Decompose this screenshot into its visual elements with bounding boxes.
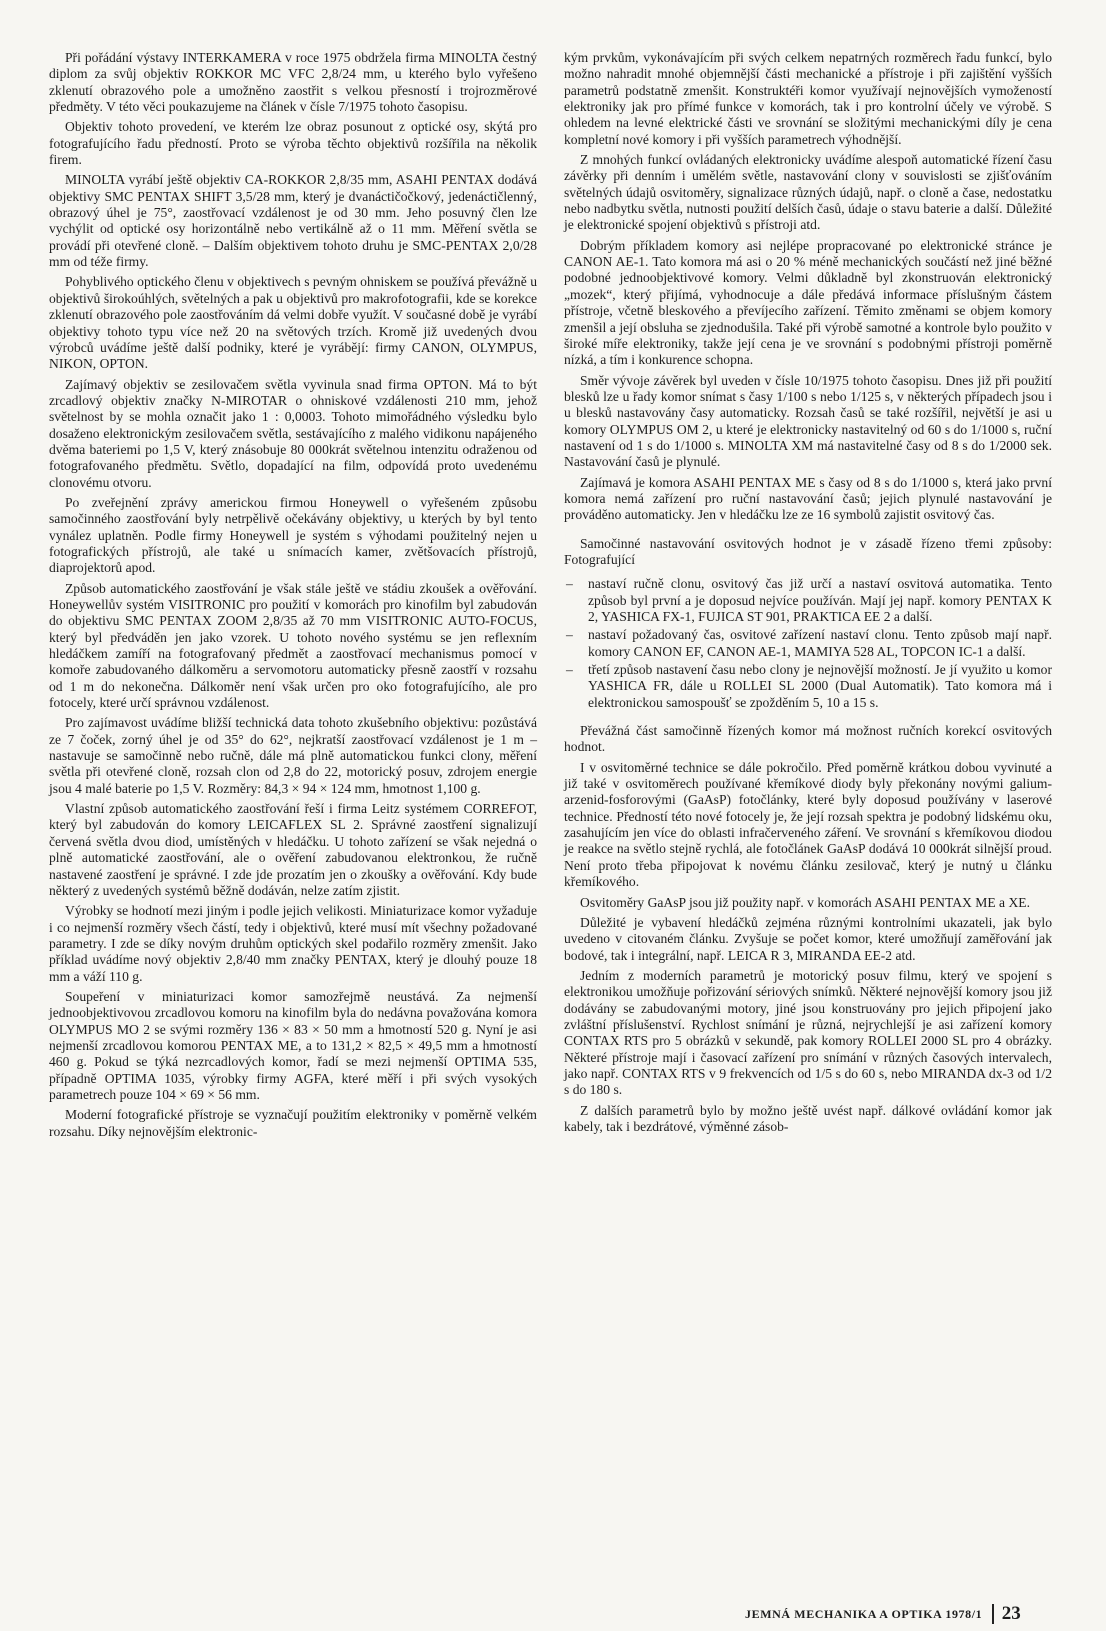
journal-name: JEMNÁ MECHANIKA A OPTIKA 1978/1 xyxy=(745,1606,983,1621)
footer-divider xyxy=(992,1604,994,1624)
page-footer xyxy=(745,1603,1021,1625)
paragraph: kým prvkům, vykonávajícím při svých celkem nepatrných rozměrech řadu funkcí, bylo možno nahradit mnohé objemnější části mechanické a přístroje i při zajištění vyšších parametrů podstatně zmenšit. Konstruktéři komor využívají nejnovějších vymožeností elektroniky jak pro přímé funkce v komorách, tak i pro kontrolní účely ve výrobě. S ohledem na levné elektrické části ve srovnání se složitými mechanickými díly je cena kompletní nové komory i při vyšších parametrech výhodnější. xyxy=(564,50,1052,147)
right-text-column xyxy=(564,50,1052,1139)
paragraph: I v osvitoměrné technice se dále pokročilo. Před poměrně krátkou dobou vyvinuté a již také v osvitoměrech používané křemíkové diody byly překonány novými galium-arzenid-fosforovými (GaAsP) fotočlánky, které byly doposud používány v laserové technice. Předností této nové fotocely je, že její rozsah spektra je podobný lidskému oku, zasahujícím jen více do oblasti infračerveného záření. Ve srovnání s křemíkovou diodou je reakce na světlo stejně rychlá, ale fotočlánek GaAsP dodává 10 000krát silnější proud. Není proto třeba připojovat k novému článku zesilovač, který je nutný u článku křemíkového. xyxy=(564,759,1052,890)
paragraph: Moderní fotografické přístroje se vyznačují použitím elektroniky v poměrně velkém rozsahu. Díky nejnovějším elektronic- xyxy=(49,1107,537,1139)
left-text-column xyxy=(49,50,537,1144)
paragraph: Objektiv tohoto provedení, ve kterém lze obraz posunout z optické osy, skýtá pro fotografujícího řadu předností. Proto se výroba těchto objektivů rozšířila na několik firem. xyxy=(49,119,537,168)
paragraph: Zajímavý objektiv se zesilovačem světla vyvinula snad firma OPTON. Má to být zrcadlový objektiv značky N-MIROTAR o ohniskové vzdálenosti 210 mm, jehož světelnost by se mohla označit jako 1 : 0,0003. Tohoto mimořádného výsledku bylo dosaženo elektronickým zesilovačem světla, sestávajícího z malého vidikonu napájeného dvěma bateriemi po 1,5 V, který znásobuje 80 000krát světelnou intenzitu odraženou od fotografovaného předmětu. Světlo, dopadající na film, odpovídá proto uvedenému clonovému otvoru. xyxy=(49,376,537,490)
paragraph: Při pořádání výstavy INTERKAMERA v roce 1975 obdržela firma MINOLTA čestný diplom za svůj objektiv ROKKOR MC VFC 2,8/24 mm, u kterého bylo vyřešeno zklenutí obrazového pole a umožněno zaostřit s velkou přesností i trojrozměrové předměty. V této věci poukazujeme na článek v čísle 7/1975 tohoto časopisu. xyxy=(49,50,537,115)
paragraph: Z mnohých funkcí ovládaných elektronicky uvádíme alespoň automatické řízení času závěrky při denním i umělém světle, nastavování clony v souvislosti se zjišťováním světelných údajů osvitoměry, signalizace různých údajů, např. o cloně a čase, nedostatku nebo nadbytku světla, nutnosti použití delších časů, údaje o stavu baterie a další. Důležité je elektronické spojení objektivů s přístroji atd. xyxy=(564,152,1052,233)
paragraph: Směr vývoje závěrek byl uveden v čísle 10/1975 tohoto časopisu. Dnes již při použití blesků lze u řady komor snímat s časy 1/100 s nebo 1/125 s, v některých případech jsou i u blesků nastavovány časy automaticky. Rozsah časů se také rozšířil, největší je asi u komory OLYMPUS OM 2, u které je elektronicky nastavitelný od 60 s do 1/1000 s, ruční nastavení od 1 s do 1/1000 s. MINOLTA XM má nastavitelné časy od 8 s do 1/2000 sek. Nastavování časů je plynulé. xyxy=(564,372,1052,470)
paragraph: Jedním z moderních parametrů je motorický posuv filmu, který ve spojení s elektronikou umožňuje pořizování sériových snímků. Některé nejnovější komory jsou již dodávány se zabudovanými motory, jiné jsou konstruovány pro jejich připojení jako zvláštní příslušenství. Rychlost snímání je různá, nejrychlejší je asi zařízení komory CONTAX RTS pro 5 obrázků v sekundě, pak komory ROLLEI 2000 SL pro 4 obrázky. Některé přístroje mají i časovací zařízení pro snímání v různých časových intervalech, jako např. CONTAX RTS v 9 frekvencích od 1/5 s do 60 s, nebo MIRANDA dx-3 od 1/2 s do 180 s. xyxy=(564,967,1052,1098)
paragraph: Osvitoměry GaAsP jsou již použity např. v komorách ASAHI PENTAX ME a XE. xyxy=(580,894,1030,910)
paragraph: Dobrým příkladem komory asi nejlépe propracované po elektronické stránce je CANON AE-1. Tato komora má asi o 20 % méně mechanických součástí než jiné běžné podobné jednoobjektivové komory. Velmi důkladně byl zkonstruován elektronický „mozek“, který přijímá, vyhodnocuje a dále předává informace příslušným částem přístroje, včetně bleskového a převíjecího zařízení. Těmito změnami se objem komory zmenšil a její obsluha se zjednodušila. Také při výrobě samotné a kontrole bylo použito v široké míře elektroniky, takže její cena je ve srovnání s podobnými přístroji poměrně nízká, a tím i konkurence schopna. xyxy=(564,237,1052,368)
paragraph: Důležité je vybavení hledáčků zejména různými kontrolními ukazateli, jak bylo uvedeno v citovaném článku. Zvyšuje se počet komor, které umožňují zaměřování jak bodové, tak i integrální, např. LEICA R 3, MIRANDA EE-2 atd. xyxy=(564,914,1052,963)
paragraph: Po zveřejnění zprávy americkou firmou Honeywell o vyřešeném způsobu samočinného zaostřování byly netrpělivě očekávány objektivy, u kterých by byl tento vynález uplatněn. Podle firmy Honeywell je systém s výhodami použitelný nejen u fotografických přístrojů, ale také u snímacích kamer, zvětšovacích přístrojů, diaprojektorů apod. xyxy=(49,494,537,576)
paragraph: Převážná část samočinně řízených komor má možnost ručních korekcí osvitových hodnot. xyxy=(564,723,1052,755)
paragraph: Soupeření v miniaturizaci komor samozřejmě neustává. Za nejmenší jednoobjektivovou zrcadlovou komoru na kinofilm byla do nedávna považována komora OLYMPUS MO 2 se svými rozměry 136 × 83 × 50 mm a hmotností 520 g. Nyní je asi nejmenší zrcadlovou komorou PENTAX ME, a to 131,2 × 82,5 × 49,5 mm a hmotností 460 g. Pokud se týká nezrcadlových komor, řadí se mezi nejmenší OPTIMA 535, případně OPTIMA 1035, výrobky firmy AGFA, které měří i při svých vysokých parametrech pouze 104 × 69 × 56 mm. xyxy=(49,988,537,1102)
paragraph: Vlastní způsob automatického zaostřování řeší i firma Leitz systémem CORREFOT, který byl zabudován do komory LEICAFLEX SL 2. Správné zaostření signalizují červená světla dvou diod, umístěných v hledáčku. U tohoto zařízení se však nejedná o plně automatické zaostřování, ale o ověření zabudovanou elektronkou, že ručně nastavené zaostření je správné. I zde jde prozatím jen o zkoušky a ověřování. Kdy bude některý z uvedených systémů běžně dodáván, nelze zatím zjistit. xyxy=(49,801,537,898)
paragraph: Pohyblivého optického členu v objektivech s pevným ohniskem se používá převážně u objektivů širokoúhlých, světelných a pak u objektivů pro makrofotografii, kde se korekce zklenutí obrazového pole zaostřováním dá velmi dobře využít. V současné době je vyrábí objektivy tohoto typu více než 20 na světových trzích. Kromě již uvedených dvou výrobců uvádíme ještě další podniky, které je vyrábějí: firmy CANON, OLYMPUS, NIKON, OPTON. xyxy=(49,274,537,372)
paragraph: Zajímavá je komora ASAHI PENTAX ME s časy od 8 s do 1/1000 s, která jako první komora nemá zařízení pro ruční nastavování časů; jejich plynulé nastavování je prováděno automaticky. Jen v hledáčku lze ze 16 symbolů zajistit osvitový čas. xyxy=(564,474,1052,523)
list-item: – třetí způsob nastavení času nebo clony je nejnovější možností. Je jí využito u komor YASHICA FR, dále u ROLLEI SL 2000 (Dual Automatik). Tato komora má i elektronickou samospoušť se zpožděním 5, 10 a 15 s. xyxy=(564,662,1052,711)
list-intro: Samočinné nastavování osvitových hodnot je v zásadě řízeno třemi způsoby: Fotografující xyxy=(564,535,1052,567)
paragraph: Pro zajímavost uvádíme bližší technická data tohoto zkušebního objektivu: pozůstává ze 7 čoček, zorný úhel je od 35° do 62°, nejkratší zaostřovací vzdálenost je 1 m – nastavuje se samočinně nebo ručně, dále má plně automatickou funkci clony, měření světla při otevřené cloně, rozsah clon od 2,8 do 22, motorický posuv, zdrojem energie jsou 4 malé baterie po 1,5 V. Rozměry: 84,3 × 94 × 124 mm, hmotnost 1,100 g. xyxy=(49,715,537,796)
paragraph: MINOLTA vyrábí ještě objektiv CA-ROKKOR 2,8/35 mm, ASAHI PENTAX dodává objektivy SMC PENTAX SHIFT 3,5/28 mm, který je dvanáctičočkový, jedenáctičlenný, obrazový úhel je 75°, zaostřovací vzdálenost je od 30 mm. Jeho posuvný člen lze vychýlit od optické osy horizontálně nebo vertikálně až o 11 mm. Měření světla se provádí při otevřené cloně. – Dalším objektivem tohoto druhu je SMC-PENTAX 2,0/28 mm od téže firmy. xyxy=(49,172,537,270)
paragraph: Z dalších parametrů bylo by možno ještě uvést např. dálkové ovládání komor jak kabely, tak i bezdrátové, výměnné zásob- xyxy=(564,1102,1052,1134)
page-number: 23 xyxy=(1001,1603,1021,1624)
dash-list xyxy=(564,576,1052,711)
paragraph: Výrobky se hodnotí mezi jiným i podle jejich velikosti. Miniaturizace komor vyžaduje i co nejmenší rozměry všech částí, tedy i objektivů, které musí mít všechny požadované parametry. I zde se díky novým druhům optických skel podařilo rozměry zmenšit. Jako příklad uvádíme nový objektiv 2,8/40 mm značky PENTAX, který je dlouhý pouze 18 mm a váží 110 g. xyxy=(49,903,537,984)
paragraph: Způsob automatického zaostřování je však stále ještě ve stádiu zkoušek a ověřování. Honeywellův systém VISITRONIC pro použití v komorách pro kinofilm byl zabudován do objektivu SMC PENTAX ZOOM 2,8/35 až 70 mm VISITRONIC AUTO-FOCUS, který byl předváděn jen jako vzorek. U tohoto nového systému se jen reflexním hledáčkem zamíří na fotografovaný předmět a zaostřovací mechanismus pomocí v komoře zabudovaného dálkoměru a servomotoru automaticky přesně zaostří v rozsahu od 1 m do nekonečna. Dálkoměr není však určen pro oko fotografujícího, ale pro fotocely, které určí správnou vzdálenost. xyxy=(49,580,537,711)
list-item: – nastaví požadovaný čas, osvitové zařízení nastaví clonu. Tento způsob mají např. komory CANON EF, CANON AE-1, MAMIYA 528 AL, TOPCON IC-1 a další. xyxy=(564,627,1052,660)
list-item: – nastaví ručně clonu, osvitový čas již určí a nastaví osvitová automatika. Tento způsob byl první a je doposud nejvíce používán. Mají jej např. komory PENTAX K 2, YASHICA FX-1, FUJICA ST 901, PRAKTICA EE 2 a další. xyxy=(564,576,1052,625)
